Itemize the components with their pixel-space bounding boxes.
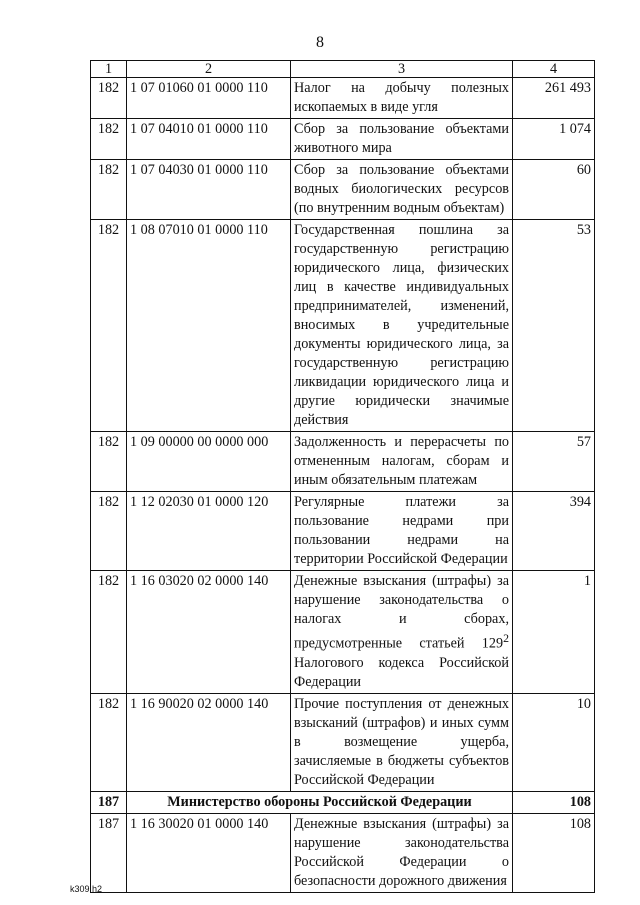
revenue-name: Денежные взыскания (штрафы) за нарушение законодательства Российской Федерации о безопасности дорожного движения xyxy=(291,813,513,892)
table-row xyxy=(91,160,595,220)
amount: 10 xyxy=(513,693,595,791)
revenue-name: Прочие поступления от денежных взысканий (штрафов) и иных сумм в возмещение ущерба, зачисляемые в бюджеты субъектов Российской Федерации xyxy=(291,693,513,791)
table-row xyxy=(91,119,595,160)
revenue-name-part-1: Денежные взыскания (штрафы) за нарушение законодательства о налогах и сборах, предусмотренные статьей 129 xyxy=(294,573,509,652)
admin-code: 182 xyxy=(91,220,127,432)
admin-code: 182 xyxy=(91,432,127,492)
admin-code: 182 xyxy=(91,119,127,160)
revenue-code: 1 07 01060 01 0000 110 xyxy=(127,78,291,119)
document-code: k309 h2 xyxy=(70,884,103,894)
budget-table xyxy=(90,60,595,893)
revenue-name: Сбор за пользование объектами животного мира xyxy=(291,119,513,160)
revenue-code: 1 08 07010 01 0000 110 xyxy=(127,220,291,432)
page-number: 8 xyxy=(316,34,324,51)
amount: 1 xyxy=(513,571,595,694)
table-row xyxy=(91,813,595,892)
amount: 57 xyxy=(513,432,595,492)
amount: 108 xyxy=(513,813,595,892)
revenue-name: Государственная пошлина за государственную регистрацию юридического лица, физических лиц в качестве индивидуальных предпринимателей, изменений, вносимых в учредительные документы юридического лица, за государственную регистрацию ликвидации юридического лица и другие юридически значимые действия xyxy=(291,220,513,432)
amount: 394 xyxy=(513,492,595,571)
admin-code: 182 xyxy=(91,492,127,571)
admin-code: 182 xyxy=(91,693,127,791)
amount: 1 074 xyxy=(513,119,595,160)
admin-code: 182 xyxy=(91,160,127,220)
amount: 108 xyxy=(513,791,595,813)
amount: 60 xyxy=(513,160,595,220)
article-superscript: 2 xyxy=(503,631,509,645)
header-col-4: 4 xyxy=(513,61,595,78)
revenue-name: Регулярные платежи за пользование недрами при пользовании недрами на территории Российской Федерации xyxy=(291,492,513,571)
admin-code: 182 xyxy=(91,78,127,119)
table-row xyxy=(91,432,595,492)
table-row xyxy=(91,693,595,791)
revenue-code: 1 07 04010 01 0000 110 xyxy=(127,119,291,160)
revenue-code: 1 16 30020 01 0000 140 xyxy=(127,813,291,892)
revenue-code: 1 16 03020 02 0000 140 xyxy=(127,571,291,694)
amount: 53 xyxy=(513,220,595,432)
revenue-code: 1 07 04030 01 0000 110 xyxy=(127,160,291,220)
revenue-code: 1 12 02030 01 0000 120 xyxy=(127,492,291,571)
table-row xyxy=(91,492,595,571)
revenue-name: Сбор за пользование объектами водных биологических ресурсов (по внутренним водным объектам) xyxy=(291,160,513,220)
ministry-name: Министерство обороны Российской Федерации xyxy=(127,791,513,813)
section-header-row xyxy=(91,791,595,813)
table-row xyxy=(91,78,595,119)
revenue-code: 1 09 00000 00 0000 000 xyxy=(127,432,291,492)
revenue-name: Налог на добычу полезных ископаемых в виде угля xyxy=(291,78,513,119)
revenue-name xyxy=(291,571,513,694)
header-col-1: 1 xyxy=(91,61,127,78)
admin-code: 187 xyxy=(91,791,127,813)
admin-code: 187 xyxy=(91,813,127,892)
revenue-name-part-2: Налогового кодекса Российской Федерации xyxy=(294,654,509,690)
amount: 261 493 xyxy=(513,78,595,119)
revenue-name: Задолженность и перерасчеты по отмененным налогам, сборам и иным обязательным платежам xyxy=(291,432,513,492)
admin-code: 182 xyxy=(91,571,127,694)
table-header-row xyxy=(91,61,595,78)
table-row xyxy=(91,571,595,694)
revenue-code: 1 16 90020 02 0000 140 xyxy=(127,693,291,791)
header-col-2: 2 xyxy=(127,61,291,78)
header-col-3: 3 xyxy=(291,61,513,78)
table-row xyxy=(91,220,595,432)
